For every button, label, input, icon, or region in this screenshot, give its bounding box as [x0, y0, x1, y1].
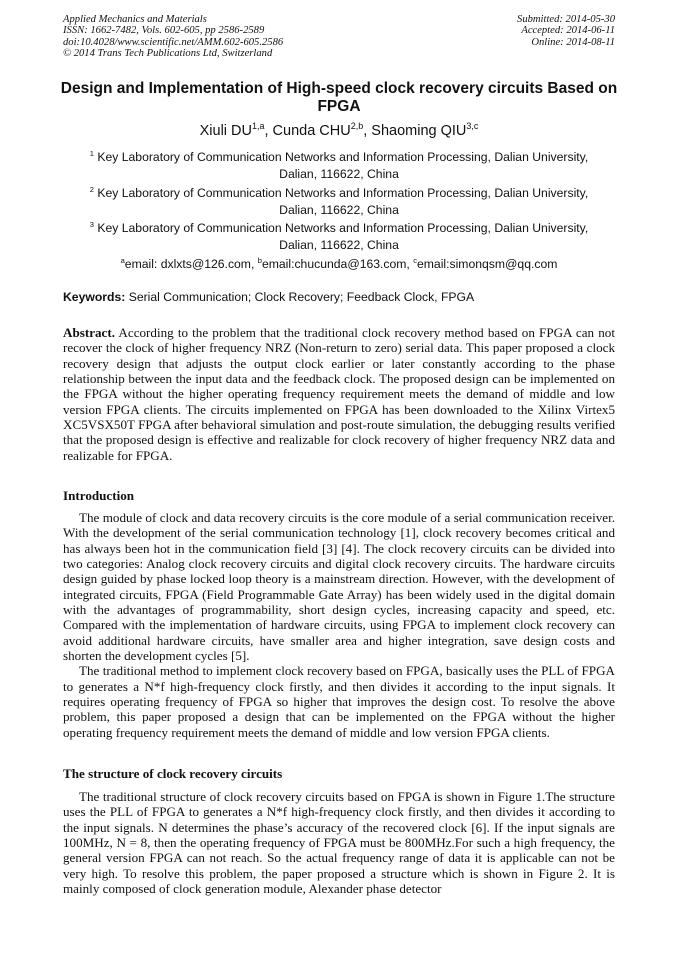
issn: ISSN: 1662-7482, Vols. 602-605, pp 2586-2589	[63, 25, 265, 37]
email-sup: a	[120, 255, 125, 265]
emails	[63, 256, 615, 273]
paragraph: The traditional structure of clock recovery circuits based on FPGA is shown in Figure 1.The structure uses the PLL of FPGA to generates a N*f high-frequency clock firstly, and then divides it according to the input signals. N determines the phase’s accuracy of the recovered clock [6]. If the input signals are 100MHz, N = 8, then the operating frequency of FPGA must be 800MHz.For such a high frequency, the general version FPGA can not reach. So the actual frequency range of data it is applicable can not be very high. To resolve this problem, the paper proposed a structure which is shown in Figure 2. It is mainly composed of clock generation module, Alexander phase detector	[63, 789, 615, 897]
affiliation	[63, 220, 615, 254]
section-heading: The structure of clock recovery circuits	[63, 766, 283, 781]
email: email:chucunda@163.com,	[261, 257, 414, 271]
abstract-label: Abstract.	[63, 325, 115, 340]
paragraph: The traditional method to implement clock recovery based on FPGA, basically uses the PLL of FPGA to generates a N*f high-frequency clock firstly, and then divides it according to the input signals. It requires operating frequency of FPGA so higher that improves the design cost. To resolve the above problem, this paper proposed a design that can be implemented on the FPGA without the higher operating frequency requirement meets the demand of middle and low version FPGA clients.	[63, 663, 615, 740]
aff-text: Dalian, 116622, China	[279, 167, 399, 181]
email-sup: b	[257, 255, 262, 265]
copyright: © 2014 Trans Tech Publications Ltd, Switzerland	[63, 48, 273, 60]
aff-num: 3	[89, 219, 94, 229]
journal-info	[63, 14, 283, 60]
affiliation	[63, 149, 615, 183]
author-sup: 3,c	[466, 121, 479, 132]
aff-text: Key Laboratory of Communication Networks and Information Processing, Dalian University,	[97, 186, 589, 200]
journal-name: Applied Mechanics and Materials	[63, 14, 207, 25]
affiliation	[63, 185, 615, 219]
aff-num: 2	[89, 184, 94, 194]
aff-num: 1	[89, 148, 94, 158]
author-sup: 2,b	[350, 121, 364, 132]
submitted-date: Submitted: 2014-05-30	[517, 14, 615, 25]
authors: Xiuli DU$^{1,a}$, Cunda CHU$^{2,b}$, Shaoming QIU$^{3,c}$	[199, 121, 479, 139]
aff-text: Key Laboratory of Communication Networks and Information Processing, Dalian University,	[97, 150, 589, 164]
abstract	[63, 325, 615, 463]
email-sup: c	[413, 255, 417, 265]
author: Xiuli DU	[199, 123, 252, 139]
dates	[517, 14, 615, 48]
email: email:simonqsm@qq.com	[417, 257, 558, 271]
aff-text: Key Laboratory of Communication Networks and Information Processing, Dalian University,	[97, 221, 589, 235]
online-date: Online: 2014-08-11	[531, 36, 615, 48]
keywords	[63, 290, 474, 304]
keywords-text: Serial Communication; Clock Recovery; Feedback Clock, FPGA	[125, 290, 475, 304]
email: email: dxlxts@126.com,	[124, 257, 258, 271]
keywords-label: Keywords:	[63, 290, 126, 304]
paragraph: The module of clock and data recovery circuits is the core module of a serial communication receiver. With the development of the serial communication technology [1], clock recovery becomes critical and has always been hot in the communication field [3] [4]. The clock recovery circuits can be divided into two categories: Analog clock recovery circuits and digital clock recovery circuits. The hardware circuits design guided by phase locked loop theory is a mainstream direction. However, with the development of integrated circuits, FPGA (Field Programmable Gate Array) has been widely used in the digital domain with the advantages of programmability, short design cycles, increasing capacity and speed, etc. Compared with the implementation of hardware circuits, using FPGA to implement clock recovery can avoid additional hardware circuits, have smaller area and higher integration, save design costs and shorten the development cycles [5].	[63, 510, 615, 664]
author-sup: 1,a	[251, 121, 265, 132]
section-body	[63, 789, 615, 896]
abstract-text: According to the problem that the traditional clock recovery method based on FPGA can not recover the clock of higher frequency NRZ (Non-return to zero) serial data. This paper proposed a clock recovery design that adjusts the output clock earlier or later constantly according to the phase relationship between the input data and the feedback clock. The proposed design can be implemented on the FPGA without the higher operating frequency requirement meets the demand of middle and low version FPGA clients. The circuits implemented on FPGA has been downloaded to the Xilinx Virtex5 XC5VSX50T FPGA after behavioral simulation and post-route simulation, the debugging results verified that the proposed design is effective and realizable for clock recovery of higher frequency NRZ data and realizable for FPGA.	[63, 325, 615, 463]
author: Cunda CHU	[272, 123, 351, 139]
doi: doi:10.4028/www.scientific.net/AMM.602-605.2586	[63, 36, 284, 48]
author: Shaoming QIU	[371, 123, 467, 139]
accepted-date: Accepted: 2014-06-11	[521, 25, 615, 37]
paper-title: Design and Implementation of High-speed clock recovery circuits Based on FPGA	[60, 80, 618, 115]
aff-text: Dalian, 116622, China	[279, 203, 399, 217]
aff-text: Dalian, 116622, China	[279, 238, 399, 252]
section-body	[63, 510, 615, 740]
section-heading: Introduction	[63, 488, 135, 503]
